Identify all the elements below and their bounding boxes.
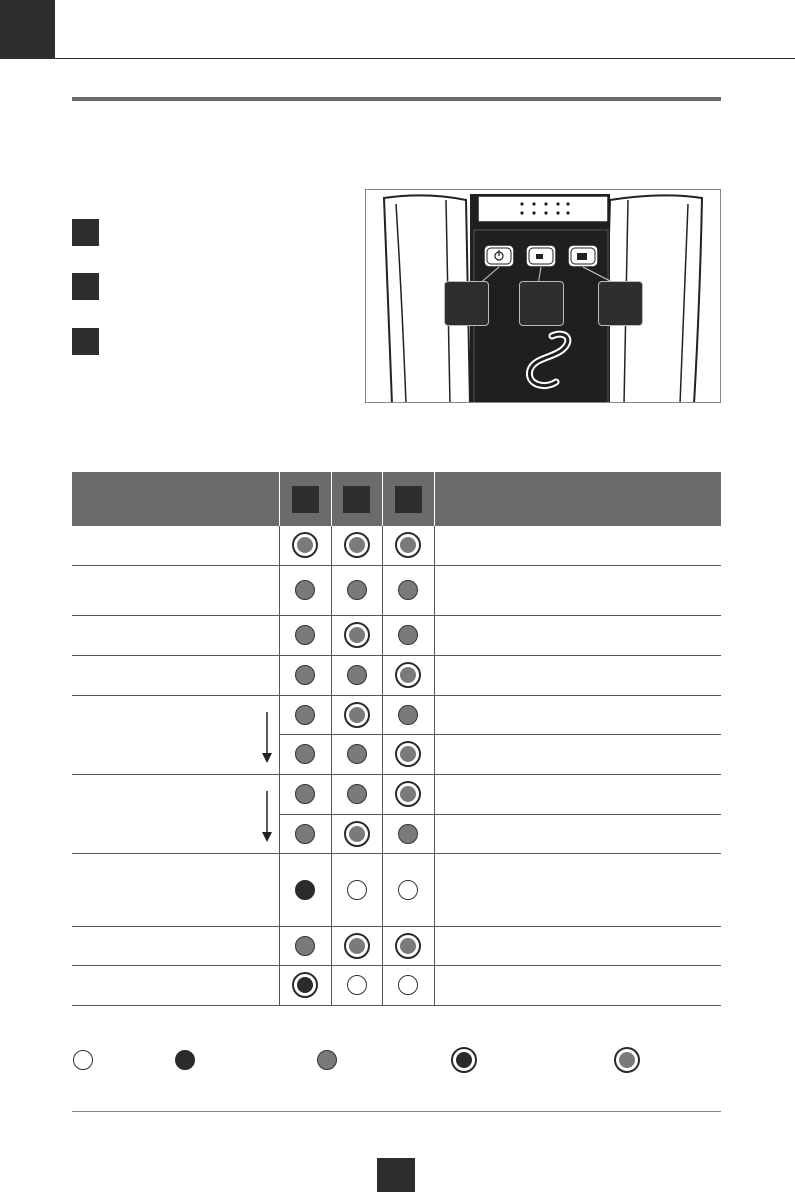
indicator-light-off bbox=[398, 880, 418, 900]
row-status-cell bbox=[72, 965, 279, 1005]
marker-3 bbox=[72, 328, 99, 355]
legend-flashing-dark-indicator bbox=[451, 1047, 477, 1073]
indicator-light-grey bbox=[295, 784, 315, 804]
indicator-light-flash-grey bbox=[395, 532, 421, 558]
indicator-light-on bbox=[295, 880, 315, 900]
row-description-cell bbox=[434, 526, 721, 565]
indicator-cell-1 bbox=[279, 565, 331, 615]
row-status-cell bbox=[72, 774, 279, 853]
indicator-cell-2 bbox=[331, 734, 382, 774]
indicator-light-grey bbox=[295, 824, 315, 844]
header-description bbox=[434, 472, 721, 526]
indicator-cell-1 bbox=[279, 695, 331, 734]
page-number-tab bbox=[377, 1158, 415, 1192]
indicator-light-grey bbox=[295, 936, 315, 956]
indicator-cell-3 bbox=[382, 926, 434, 965]
footer-rule bbox=[72, 1111, 721, 1112]
indicator-light-grey bbox=[398, 580, 418, 600]
header-marker-2 bbox=[343, 486, 370, 513]
table-row bbox=[72, 615, 721, 655]
indicator-light-flash-grey bbox=[344, 702, 370, 728]
row-status-cell bbox=[72, 526, 279, 565]
row-description-cell bbox=[434, 926, 721, 965]
indicator-cell-1 bbox=[279, 853, 331, 926]
machine-control-panel-illustration bbox=[365, 189, 721, 403]
row-description-cell bbox=[434, 565, 721, 615]
indicator-light-flash-grey bbox=[344, 933, 370, 959]
callout-2 bbox=[519, 281, 564, 326]
indicator-cell-3 bbox=[382, 853, 434, 926]
sequence-arrow-icon bbox=[262, 696, 272, 780]
indicator-light-flash-grey bbox=[344, 821, 370, 847]
row-description-cell bbox=[434, 734, 721, 774]
indicator-light-off bbox=[347, 880, 367, 900]
indicator-cell-3 bbox=[382, 526, 434, 565]
indicator-cell-1 bbox=[279, 774, 331, 814]
legend-on-indicator bbox=[175, 1050, 195, 1070]
indicator-cell-2 bbox=[331, 926, 382, 965]
indicator-cell-2 bbox=[331, 965, 382, 1005]
header-marker-3 bbox=[395, 486, 422, 513]
row-description-cell bbox=[434, 814, 721, 853]
indicator-light-grey bbox=[347, 665, 367, 685]
indicator-light-flash-grey bbox=[292, 532, 318, 558]
sequence-arrow-icon bbox=[262, 775, 272, 859]
header-button-1 bbox=[279, 472, 331, 526]
indicator-light-grey bbox=[398, 625, 418, 645]
marker-2 bbox=[72, 273, 99, 300]
row-description-cell bbox=[434, 965, 721, 1005]
indicator-light-grey bbox=[347, 580, 367, 600]
callout-3 bbox=[598, 281, 643, 326]
header-marker-1 bbox=[292, 486, 319, 513]
table-row bbox=[72, 774, 721, 814]
indicator-light-grey bbox=[295, 744, 315, 764]
table-row bbox=[72, 565, 721, 615]
indicator-cell-1 bbox=[279, 926, 331, 965]
indicator-cell-3 bbox=[382, 814, 434, 853]
indicator-light-grey bbox=[347, 744, 367, 764]
indicator-cell-3 bbox=[382, 965, 434, 1005]
indicator-light-flash-dark bbox=[292, 972, 318, 998]
row-status-cell bbox=[72, 565, 279, 615]
indicator-cell-2 bbox=[331, 615, 382, 655]
indicator-light-grey bbox=[295, 665, 315, 685]
legend-grey-indicator bbox=[317, 1050, 337, 1070]
indicator-status-table bbox=[72, 472, 721, 1006]
indicator-light-grey bbox=[295, 705, 315, 725]
row-description-cell bbox=[434, 695, 721, 734]
indicator-light-flash-grey bbox=[395, 662, 421, 688]
indicator-cell-3 bbox=[382, 655, 434, 695]
legend-flashing-grey-indicator bbox=[614, 1047, 640, 1073]
indicator-light-flash-grey bbox=[395, 741, 421, 767]
row-description-cell bbox=[434, 615, 721, 655]
indicator-cell-1 bbox=[279, 615, 331, 655]
indicator-cell-2 bbox=[331, 695, 382, 734]
legend-off-indicator bbox=[73, 1050, 93, 1070]
row-status-cell bbox=[72, 615, 279, 655]
indicator-cell-3 bbox=[382, 695, 434, 734]
indicator-light-flash-grey bbox=[344, 532, 370, 558]
indicator-light-flash-grey bbox=[395, 781, 421, 807]
indicator-cell-3 bbox=[382, 565, 434, 615]
indicator-light-flash-grey bbox=[395, 933, 421, 959]
row-status-cell bbox=[72, 926, 279, 965]
row-status-cell bbox=[72, 695, 279, 774]
table-row bbox=[72, 695, 721, 734]
header-button-2 bbox=[331, 472, 382, 526]
callout-1 bbox=[444, 281, 489, 326]
indicator-cell-1 bbox=[279, 734, 331, 774]
table-row bbox=[72, 655, 721, 695]
header-status bbox=[72, 472, 279, 526]
indicator-light-grey bbox=[295, 580, 315, 600]
indicator-cell-2 bbox=[331, 526, 382, 565]
table-row bbox=[72, 526, 721, 565]
marker-1 bbox=[72, 219, 99, 246]
indicator-cell-2 bbox=[331, 565, 382, 615]
row-status-cell bbox=[72, 853, 279, 926]
indicator-light-grey bbox=[398, 824, 418, 844]
row-status-cell bbox=[72, 655, 279, 695]
indicator-cell-1 bbox=[279, 526, 331, 565]
indicator-light-grey bbox=[347, 784, 367, 804]
table-row bbox=[72, 965, 721, 1005]
table-row bbox=[72, 853, 721, 926]
header-rule bbox=[72, 97, 721, 101]
row-description-cell bbox=[434, 774, 721, 814]
table-header-row bbox=[72, 472, 721, 526]
top-edge-line bbox=[0, 58, 795, 59]
indicator-cell-3 bbox=[382, 615, 434, 655]
table-row bbox=[72, 926, 721, 965]
indicator-cell-1 bbox=[279, 814, 331, 853]
indicator-cell-1 bbox=[279, 655, 331, 695]
indicator-cell-3 bbox=[382, 734, 434, 774]
indicator-cell-3 bbox=[382, 774, 434, 814]
indicator-light-off bbox=[347, 975, 367, 995]
indicator-cell-2 bbox=[331, 655, 382, 695]
indicator-light-flash-grey bbox=[344, 622, 370, 648]
indicator-light-grey bbox=[295, 625, 315, 645]
indicator-cell-2 bbox=[331, 853, 382, 926]
indicator-cell-2 bbox=[331, 774, 382, 814]
row-description-cell bbox=[434, 655, 721, 695]
indicator-light-grey bbox=[398, 705, 418, 725]
indicator-cell-1 bbox=[279, 965, 331, 1005]
row-description-cell bbox=[434, 853, 721, 926]
indicator-light-off bbox=[398, 975, 418, 995]
indicator-cell-2 bbox=[331, 814, 382, 853]
section-tab bbox=[0, 0, 55, 58]
header-button-3 bbox=[382, 472, 434, 526]
